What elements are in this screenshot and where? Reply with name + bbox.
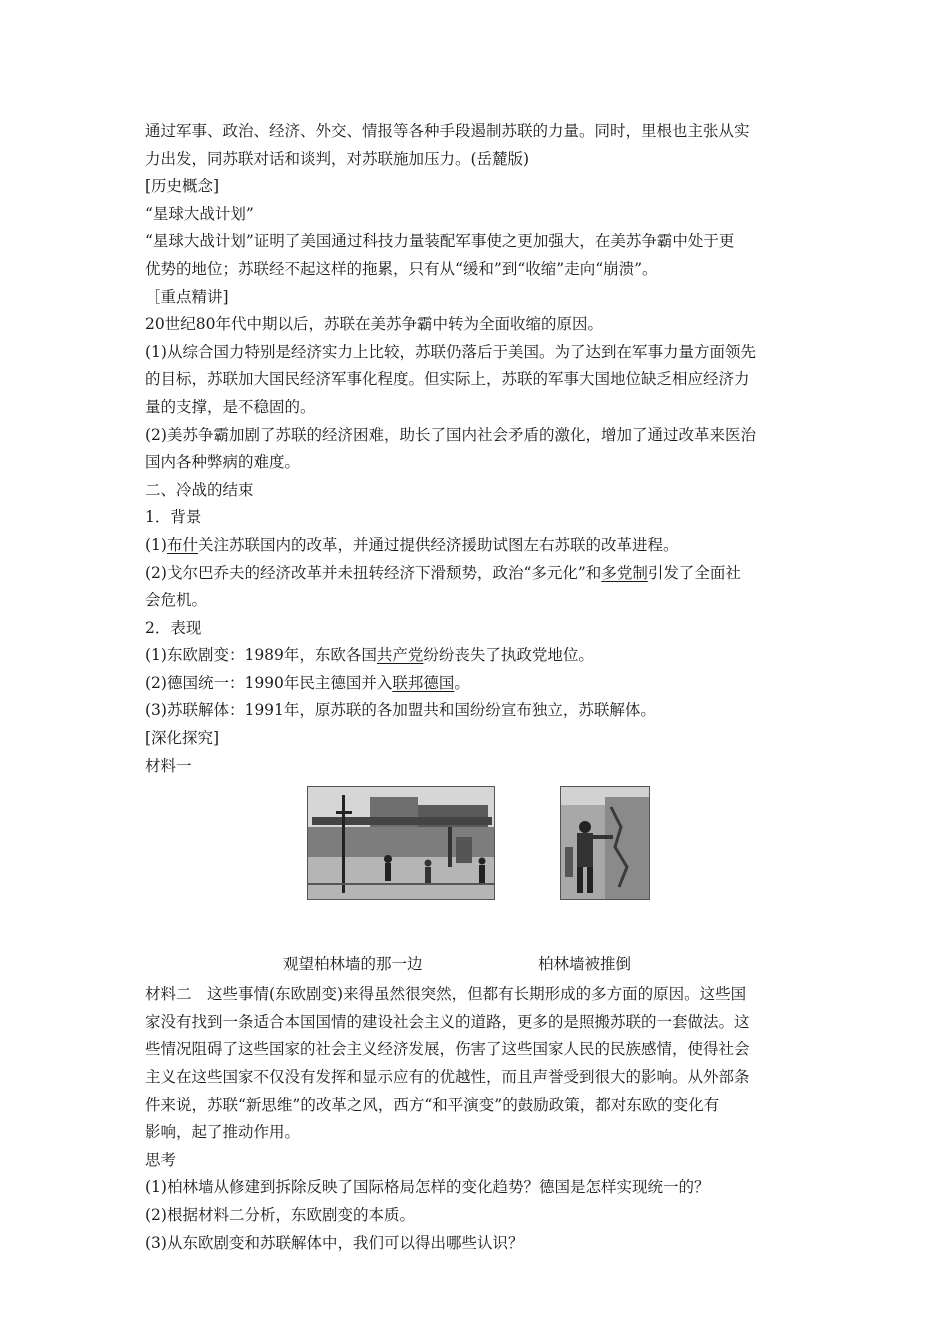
text-line: 影响，起了推动作用。	[145, 1123, 301, 1142]
berlin-wall-torn-down-photo	[560, 786, 648, 900]
figure-captions	[145, 951, 810, 981]
text-line: (2)美苏争霸加剧了苏联的经济困难，助长了国内社会矛盾的激化，增加了通过改革来医治	[145, 425, 756, 444]
text-line: 些情况阻碍了这些国家的社会主义经济发展，伤害了这些国家人民的民族感情，使得社会	[145, 1040, 750, 1059]
text-line: 通过军事、政治、经济、外交、情报等各种手段遏制苏联的力量。同时，里根也主张从实	[145, 122, 750, 140]
section-heading: 思考	[145, 1150, 177, 1169]
question-1: (1)柏林墙从修建到拆除反映了国际格局怎样的变化趋势？德国是怎样实现统一的？	[145, 1178, 710, 1197]
manifestation-item-2: (2)德国统一：1990年民主德国并入联邦德国。	[145, 673, 470, 692]
text-line: 件来说，苏联“新思维”的改革之风，西方“和平演变”的鼓励政策，都对东欧的变化有	[145, 1095, 720, 1114]
background-item-2: (2)戈尔巴乔夫的经济改革并未扭转经济下滑颓势，政治“多元化”和多党制引发了全面社	[145, 563, 741, 582]
section-heading: [历史概念]	[145, 177, 220, 196]
document-body	[145, 118, 810, 1257]
subsection-heading: 2．表现	[145, 618, 202, 637]
text-line: “星球大战计划”证明了美国通过科技力量装配军事使之更加强大，在美苏争霸中处于更	[145, 232, 735, 251]
underlined-term: 联邦德国	[392, 673, 455, 692]
background-item-1: (1)布什关注苏联国内的改革，并通过提供经济援助试图左右苏联的改革进程。	[145, 535, 679, 554]
underlined-term: 共产党	[376, 646, 424, 665]
text-line: 主义在这些国家不仅没有发挥和显示应有的优越性，而且声誉受到很大的影响。从外部条	[145, 1068, 750, 1087]
section-heading: ［重点精讲]	[145, 287, 229, 306]
text-line: 国内各种弊病的难度。	[145, 453, 301, 472]
section-heading: 二、冷战的结束	[145, 480, 254, 499]
underlined-term: 多党制	[601, 563, 648, 582]
figure-row	[145, 786, 810, 951]
text-line: 会危机。	[145, 591, 208, 610]
concept-title: “星球大战计划”	[145, 204, 254, 223]
section-heading: [深化探究]	[145, 729, 220, 748]
text-line: 家没有找到一条适合本国国情的建设社会主义的道路，更多的是照搬苏联的一套做法。这	[145, 1012, 750, 1031]
text-line: 优势的地位；苏联经不起这样的拖累，只有从“缓和”到“收缩”走向“崩溃”。	[145, 259, 658, 278]
question-3: (3)从东欧剧变和苏联解体中，我们可以得出哪些认识？	[145, 1233, 524, 1252]
text-line: 的目标，苏联加大国民经济军事化程度。但实际上，苏联的军事大国地位缺乏相应经济力	[145, 370, 750, 389]
material-label: 材料一	[145, 756, 192, 775]
text-line: 量的支撑，是不稳固的。	[145, 397, 316, 416]
figure-caption: 观望柏林墙的那一边	[283, 955, 423, 974]
manifestation-item-1: (1)东欧剧变：1989年，东欧各国共产党纷纷丧失了执政党地位。	[145, 646, 594, 665]
figure-caption: 柏林墙被推倒	[538, 955, 632, 974]
text-line: 力出发，同苏联对话和谈判，对苏联施加压力。(岳麓版)	[145, 149, 530, 168]
subsection-heading: 1．背景	[145, 508, 202, 527]
underlined-term: 布什	[166, 535, 198, 554]
berlin-wall-view-photo	[307, 786, 493, 900]
text-line: (1)从综合国力特别是经济实力上比较，苏联仍落后于美国。为了达到在军事力量方面领先	[145, 342, 756, 361]
manifestation-item-3: (3)苏联解体：1991年，原苏联的各加盟共和国纷纷宣布独立，苏联解体。	[145, 701, 656, 720]
question-2: (2)根据材料二分析，东欧剧变的本质。	[145, 1206, 415, 1224]
text-line: 20世纪80年代中期以后，苏联在美苏争霸中转为全面收缩的原因。	[145, 315, 603, 334]
text-line: 材料二 这些事情(东欧剧变)来得虽然很突然，但都有长期形成的多方面的原因。这些国	[145, 985, 747, 1004]
